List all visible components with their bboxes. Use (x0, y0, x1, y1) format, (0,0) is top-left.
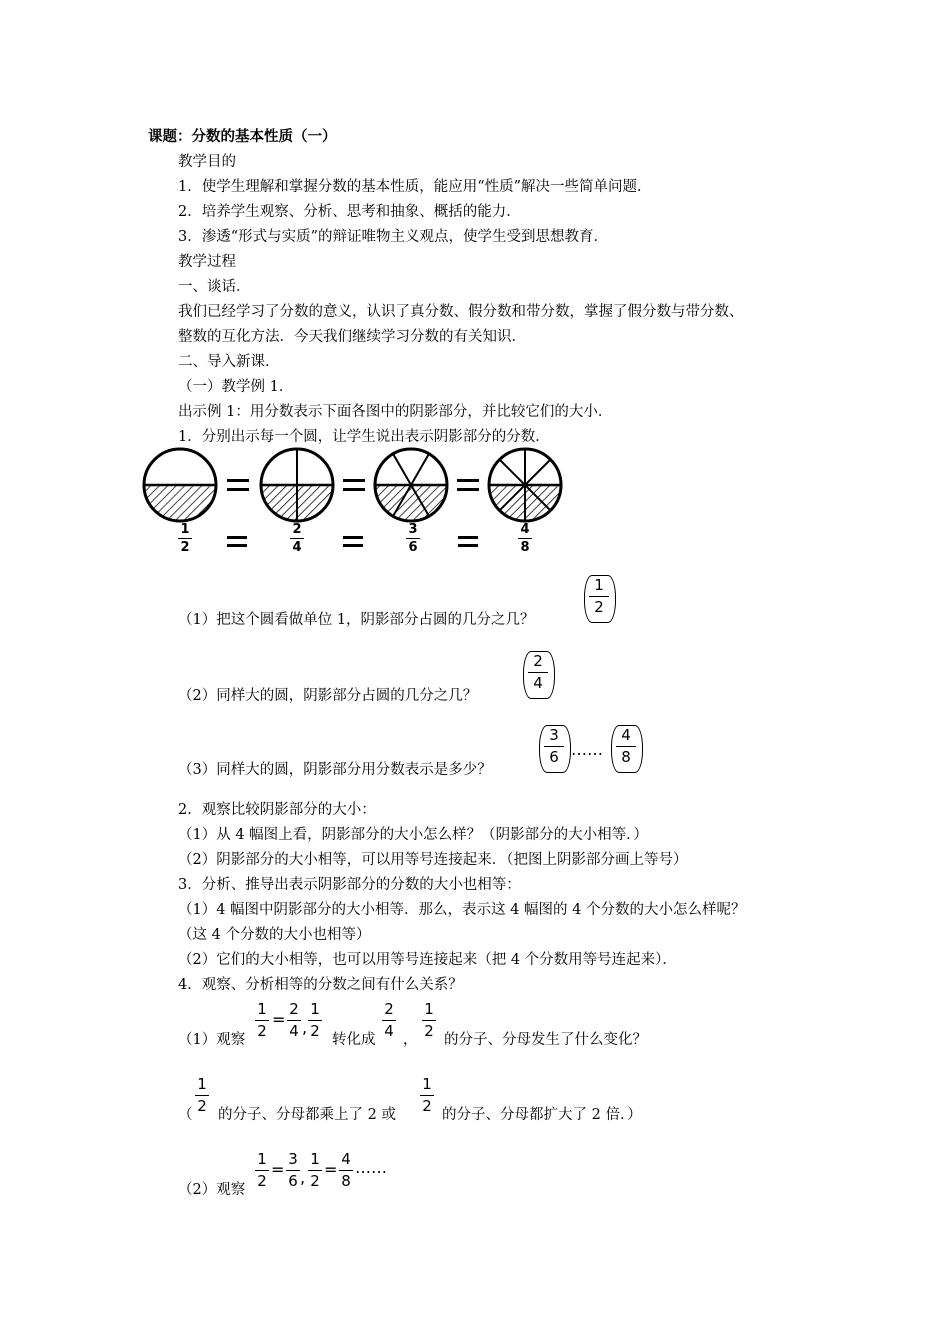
fraction: 4 8 (339, 1150, 353, 1191)
fraction: 2 4 (287, 1000, 301, 1041)
text-line: 整数的互化方法．今天我们继续学习分数的有关知识． (178, 329, 526, 345)
answer-fraction: 1 2 (589, 576, 609, 617)
question-3: （3）同样大的圆，阴影部分用分数表示是多少？ (178, 762, 492, 778)
fraction: 1 2 (420, 1075, 434, 1116)
equals-sign: = (272, 1010, 286, 1029)
text-line: 一、谈话． (178, 279, 251, 295)
observe-label: （1）观察 (178, 1032, 246, 1048)
text-line: 我们已经学习了分数的意义，认识了真分数、假分数和带分数，掌握了假分数与带分数、 (178, 304, 744, 320)
text-line: 教学过程 (178, 254, 236, 270)
fraction: 1 2 (422, 1000, 436, 1041)
text-span: 的分子、分母都乘上了 2 或 (218, 1107, 396, 1123)
ellipsis: …… (355, 1158, 387, 1177)
text-line: 二、导入新课． (178, 354, 280, 370)
fraction: 1 2 (308, 1000, 322, 1041)
text-line: 1．分别出示每一个圆，让学生说出表示阴影部分的分数． (178, 429, 550, 445)
answer-fraction: 3 6 (544, 726, 564, 767)
circle-quarters (257, 449, 337, 525)
equals-sign: = (324, 1160, 338, 1179)
equals-sign (458, 536, 478, 547)
fraction: 1 2 (255, 1150, 269, 1191)
figure-fraction: 1 2 (178, 522, 192, 555)
page-title: 课题：分数的基本性质（一） (148, 128, 337, 145)
text-line: 2．培养学生观察、分析、思考和抽象、概括的能力． (178, 204, 521, 220)
text-line: （2）它们的大小相等，也可以用等号连接起来（把 4 个分数用等号连起来）． (178, 952, 677, 968)
ellipsis: …… (571, 740, 603, 759)
circles-figure (140, 445, 570, 563)
text-line: （一）教学例 1． (178, 379, 294, 395)
text-line: （1）4 幅图中阴影部分的大小相等．那么，表示这 4 幅图的 4 个分数的大小怎么样呢？ (178, 902, 746, 918)
text-line: 3．渗透“形式与实质”的辩证唯物主义观点，使学生受到思想教育． (178, 229, 609, 245)
text-line: 4．观察、分析相等的分数之间有什么关系？ (178, 977, 463, 993)
figure-fraction: 3 6 (406, 522, 420, 555)
text-line: 2．观察比较阴影部分的大小： (178, 802, 376, 818)
fraction: 1 2 (255, 1000, 269, 1041)
text-line: （这 4 个分数的大小也相等） (178, 927, 371, 943)
circle-eighths (485, 449, 565, 525)
equals-sign: = (271, 1160, 285, 1179)
text-span: （ (178, 1107, 193, 1123)
text-span: 转化成 (332, 1032, 376, 1048)
comma: , (300, 1168, 306, 1187)
equals-sign (227, 479, 249, 491)
text-line: （2）阴影部分的大小相等，可以用等号连接起来．（把图上阴影部分画上等号） (178, 852, 688, 868)
answer-fraction: 2 4 (528, 652, 548, 693)
question-1: （1）把这个圆看做单位 1，阴影部分占圆的几分之几？ (178, 612, 535, 628)
comma: , (302, 1018, 308, 1037)
equals-sign (343, 536, 363, 547)
answer-fraction: 4 8 (616, 726, 636, 767)
text-span: ， (403, 1032, 418, 1048)
equals-sign (227, 536, 247, 547)
observe-label: （2）观察 (178, 1182, 246, 1198)
text-line: 3．分析、推导出表示阴影部分的分数的大小也相等： (178, 877, 521, 893)
text-line: 教学目的 (178, 154, 236, 170)
text-line: （1）从 4 幅图上看，阴影部分的大小怎么样？（阴影部分的大小相等．） (178, 827, 648, 843)
figure-fraction: 2 4 (290, 522, 304, 555)
fraction: 2 4 (382, 1000, 396, 1041)
equals-sign (457, 479, 479, 491)
equals-sign (343, 479, 365, 491)
circle-sixths (371, 449, 451, 525)
fraction: 1 2 (195, 1075, 209, 1116)
text-line: 1．使学生理解和掌握分数的基本性质，能应用“性质”解决一些简单问题． (178, 179, 652, 195)
fraction: 3 6 (286, 1150, 300, 1191)
figure-fraction: 4 8 (518, 522, 532, 555)
fraction: 1 2 (308, 1150, 322, 1191)
circle-half (140, 449, 220, 525)
question-2: （2）同样大的圆，阴影部分占圆的几分之几？ (178, 688, 478, 704)
text-span: 的分子、分母发生了什么变化？ (444, 1032, 647, 1048)
text-line: 出示例 1：用分数表示下面各图中的阴影部分，并比较它们的大小． (178, 404, 613, 420)
text-span: 的分子、分母都扩大了 2 倍．） (442, 1107, 642, 1123)
